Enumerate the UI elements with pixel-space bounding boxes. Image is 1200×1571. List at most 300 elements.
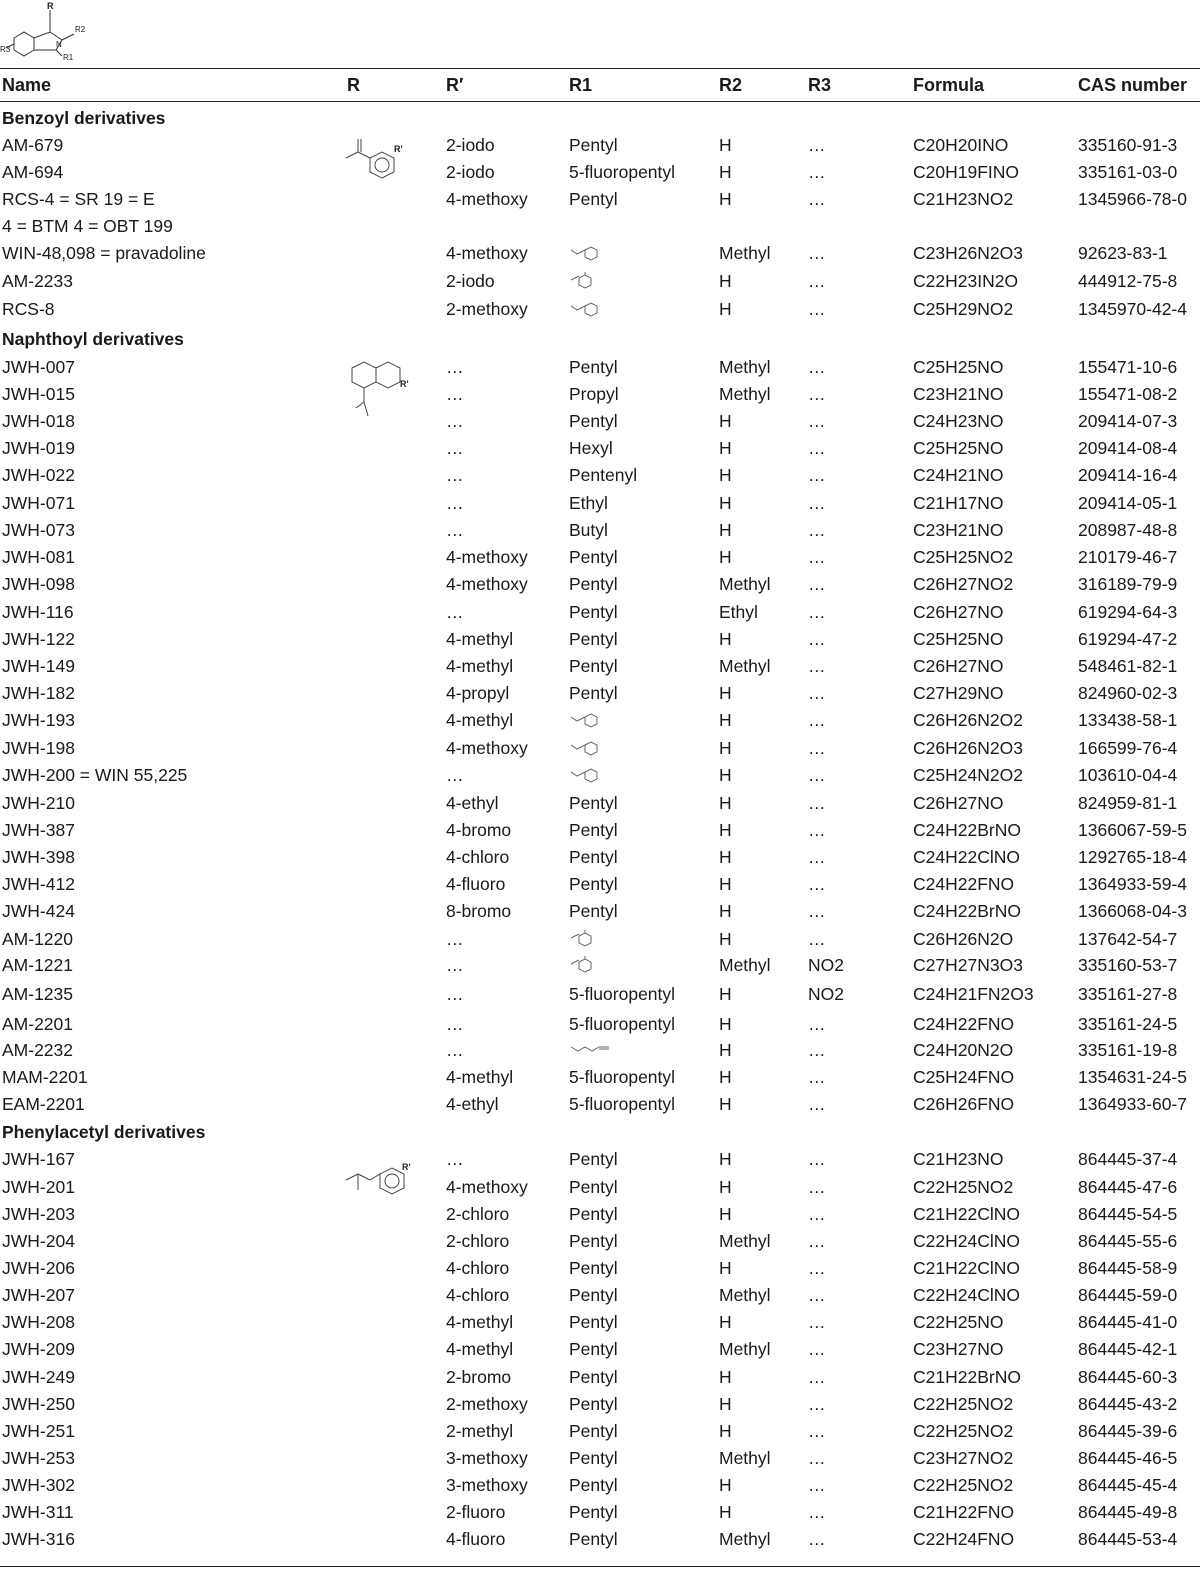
cell-r1: Pentyl [569, 1258, 618, 1278]
cell-name: JWH-424 [2, 901, 75, 921]
cell-r1: Pentyl [569, 1502, 618, 1522]
methylpiperidinyl-r1-structure [569, 272, 629, 292]
cell-r-prime: 2-bromo [446, 1367, 512, 1387]
cell-r3: … [808, 901, 826, 921]
cell-r-prime: 4-methoxy [446, 547, 528, 567]
cell-r-prime: … [446, 493, 464, 513]
cell-r-prime: 2-iodo [446, 135, 495, 155]
cell-name: JWH-019 [2, 438, 75, 458]
cell-r1: Pentyl [569, 1204, 618, 1224]
cell-r1: 5-fluoropentyl [569, 162, 676, 182]
table-row [0, 490, 1200, 517]
cell-r1: Pentenyl [569, 465, 638, 485]
cell-cas-number: 824960-02-3 [1078, 683, 1178, 703]
header-r1: R1 [569, 75, 593, 95]
cell-r2: Methyl [719, 1529, 771, 1549]
cell-r3: … [808, 1204, 826, 1224]
cell-r-prime: … [446, 1014, 464, 1034]
table-row [0, 571, 1200, 598]
cell-r1: 5-fluoropentyl [569, 984, 676, 1004]
scaffold-r1-label: R1 [63, 53, 74, 62]
header-r: R [347, 75, 360, 95]
cell-name: JWH-251 [2, 1421, 75, 1441]
cell-r2: H [719, 1014, 732, 1034]
morpholinoethyl-r1-structure [569, 739, 629, 759]
benzoyl-r-prime-label: R' [394, 144, 403, 154]
cell-r3: … [808, 1014, 826, 1034]
cell-cas-number: 619294-64-3 [1078, 602, 1178, 622]
cell-name: JWH-204 [2, 1231, 75, 1251]
cyclohexylethyl-r1-structure [569, 300, 629, 320]
cell-formula: C23H21NO [913, 384, 1004, 404]
cell-cas-number: 1292765-18-4 [1078, 847, 1187, 867]
header-cas-number: CAS number [1078, 75, 1188, 95]
cell-r2: H [719, 438, 732, 458]
cell-formula: C21H22FNO [913, 1502, 1015, 1522]
cell-cas-number: 103610-04-4 [1078, 765, 1178, 785]
cell-r1: Butyl [569, 520, 608, 540]
cell-name: AM-1220 [2, 929, 74, 949]
cell-r2: Methyl [719, 243, 771, 263]
cell-cas-number: 133438-58-1 [1078, 710, 1178, 730]
cell-cas-number: 208987-48-8 [1078, 520, 1178, 540]
cell-r3: … [808, 738, 826, 758]
cell-r2: H [719, 299, 732, 319]
cell-r1: Pentyl [569, 574, 618, 594]
cell-formula: C26H26N2O2 [913, 710, 1023, 730]
cell-cas-number: 155471-10-6 [1078, 357, 1178, 377]
cell-r2: H [719, 1149, 732, 1169]
table-row [0, 1201, 1200, 1228]
cell-cas-number: 1366067-59-5 [1078, 820, 1187, 840]
cell-formula: C24H21FN2O3 [913, 984, 1034, 1004]
cell-cas-number: 1364933-60-7 [1078, 1094, 1187, 1114]
cell-cas-number: 166599-76-4 [1078, 738, 1178, 758]
table-row [0, 1309, 1200, 1336]
cell-r2: Methyl [719, 656, 771, 676]
cell-r2: H [719, 929, 732, 949]
cell-name: JWH-081 [2, 547, 75, 567]
cell-name: JWH-253 [2, 1448, 75, 1468]
cell-r2: H [719, 1394, 732, 1414]
cell-r2: Methyl [719, 955, 771, 975]
cell-name: JWH-022 [2, 465, 75, 485]
cell-formula: C21H23NO [913, 1149, 1004, 1169]
table-row [0, 1499, 1200, 1526]
cell-r-prime: … [446, 929, 464, 949]
cell-r-prime: 4-methyl [446, 1339, 514, 1359]
methylpiperidinyl-r1-structure [569, 956, 629, 976]
cell-r1: Pentyl [569, 1312, 618, 1332]
cell-cas-number: 444912-75-8 [1078, 271, 1178, 291]
cell-r1: Pentyl [569, 629, 618, 649]
cell-r-prime: 2-chloro [446, 1204, 510, 1224]
cell-r2: H [719, 984, 732, 1004]
cell-r-prime: 4-fluoro [446, 1529, 506, 1549]
table-row [0, 462, 1200, 489]
cell-cas-number: 1345970-42-4 [1078, 299, 1187, 319]
table-row [0, 408, 1200, 435]
cell-r3: NO2 [808, 955, 844, 975]
cell-r-prime: … [446, 984, 464, 1004]
table-row [0, 981, 1200, 1008]
cell-name: JWH-207 [2, 1285, 75, 1305]
cell-r3: … [808, 1067, 826, 1087]
cell-r-prime: 4-methoxy [446, 574, 528, 594]
table-row [0, 735, 1200, 762]
cell-r-prime: 4-ethyl [446, 793, 499, 813]
table-row [0, 544, 1200, 571]
table-row [0, 1174, 1200, 1201]
cell-formula: C24H22BrNO [913, 901, 1021, 921]
cell-name: EAM-2201 [2, 1094, 85, 1114]
cell-r1: Pentyl [569, 411, 618, 431]
cell-name: JWH-015 [2, 384, 75, 404]
cell-formula: C23H21NO [913, 520, 1004, 540]
cell-r2: Methyl [719, 574, 771, 594]
cell-formula: C23H27NO2 [913, 1448, 1014, 1468]
cell-r1: Pentyl [569, 656, 618, 676]
cell-r-prime: 4-chloro [446, 847, 510, 867]
cell-cas-number: 1345966-78-0 [1078, 189, 1187, 209]
cell-cas-number: 335161-24-5 [1078, 1014, 1178, 1034]
cell-r2: H [719, 738, 732, 758]
scaffold-n-label: N [56, 40, 62, 49]
table-row [0, 1011, 1200, 1038]
cell-r3: … [808, 765, 826, 785]
cell-r3: … [808, 1040, 826, 1060]
cell-r1: Pentyl [569, 1177, 618, 1197]
section-header-row [0, 1119, 1200, 1146]
cell-r1: Pentyl [569, 683, 618, 703]
cell-r3: … [808, 465, 826, 485]
cell-formula: C22H25NO2 [913, 1394, 1014, 1414]
cell-formula: C26H27NO [913, 793, 1004, 813]
cell-name: MAM-2201 [2, 1067, 88, 1087]
cell-cas-number: 1366068-04-3 [1078, 901, 1187, 921]
table-row [0, 381, 1200, 408]
table-row [0, 926, 1200, 953]
cell-r3: … [808, 710, 826, 730]
morpholinoethyl-r1-structure [569, 244, 629, 264]
cell-r2: H [719, 874, 732, 894]
scaffold-r2-label: R2 [75, 25, 86, 34]
cell-name: JWH-122 [2, 629, 75, 649]
cell-r-prime: 3-methoxy [446, 1475, 528, 1495]
cell-cas-number: 864445-45-4 [1078, 1475, 1178, 1495]
section-header-row [0, 326, 1200, 353]
table-row [0, 817, 1200, 844]
table-row [0, 762, 1200, 789]
cell-name: RCS-4 = SR 19 = E [2, 189, 155, 209]
cell-cas-number: 210179-46-7 [1078, 547, 1178, 567]
cell-r-prime: … [446, 465, 464, 485]
cell-name: JWH-203 [2, 1204, 75, 1224]
table-row [0, 435, 1200, 462]
cell-cas-number: 824959-81-1 [1078, 793, 1178, 813]
cell-r1: Pentyl [569, 847, 618, 867]
cell-cas-number: 864445-54-5 [1078, 1204, 1178, 1224]
cell-name: AM-2201 [2, 1014, 74, 1034]
cell-name: JWH-098 [2, 574, 75, 594]
cell-r3: … [808, 1177, 826, 1197]
cell-r3: … [808, 1312, 826, 1332]
cell-formula: C22H25NO2 [913, 1475, 1014, 1495]
table-row [0, 1526, 1200, 1553]
header-r2: R2 [719, 75, 743, 95]
table-row [0, 1282, 1200, 1309]
cell-cas-number: 335161-03-0 [1078, 162, 1178, 182]
cell-r-prime: 2-methoxy [446, 1394, 528, 1414]
cell-r3: … [808, 162, 826, 182]
cell-r2: Methyl [719, 1285, 771, 1305]
cell-r1: Pentyl [569, 135, 618, 155]
cell-r2: Methyl [719, 384, 771, 404]
table-row [0, 1391, 1200, 1418]
cell-formula: C23H26N2O3 [913, 243, 1023, 263]
cell-r3: … [808, 520, 826, 540]
cell-name: JWH-007 [2, 357, 75, 377]
cell-r2: H [719, 1067, 732, 1087]
cell-r-prime: 4-propyl [446, 683, 510, 703]
cell-r1: Pentyl [569, 1231, 618, 1251]
table-row [0, 213, 1200, 240]
cell-r2: H [719, 1094, 732, 1114]
cell-formula: C24H22BrNO [913, 820, 1021, 840]
table-row [0, 707, 1200, 734]
cell-r3: … [808, 1149, 826, 1169]
cell-r3: … [808, 1421, 826, 1441]
cell-r-prime: 4-bromo [446, 820, 512, 840]
cell-formula: C27H29NO [913, 683, 1004, 703]
cell-name: AM-694 [2, 162, 64, 182]
cell-r3: … [808, 299, 826, 319]
cell-cas-number: 335160-91-3 [1078, 135, 1178, 155]
table-row [0, 844, 1200, 871]
cell-name: JWH-250 [2, 1394, 75, 1414]
cell-r-prime: 4-fluoro [446, 874, 506, 894]
cell-formula: C22H24FNO [913, 1529, 1015, 1549]
morpholinoethyl-r1-structure [569, 766, 629, 786]
cell-name: JWH-198 [2, 738, 75, 758]
cell-formula: C25H25NO [913, 629, 1004, 649]
section-title: Phenylacetyl derivatives [2, 1122, 206, 1142]
cell-cas-number: 864445-49-8 [1078, 1502, 1178, 1522]
cell-r3: … [808, 547, 826, 567]
cell-r1: Pentyl [569, 1394, 618, 1414]
cell-r-prime: 4-chloro [446, 1258, 510, 1278]
cell-name: JWH-182 [2, 683, 75, 703]
cell-formula: C21H22ClNO [913, 1258, 1020, 1278]
cell-formula: C22H25NO [913, 1312, 1004, 1332]
cell-name: JWH-208 [2, 1312, 75, 1332]
scaffold-r-label: R [47, 1, 54, 11]
cell-formula: C24H22FNO [913, 874, 1015, 894]
cell-r3: … [808, 1285, 826, 1305]
cell-cas-number: 209414-07-3 [1078, 411, 1178, 431]
section-title: Naphthoyl derivatives [2, 329, 184, 349]
cell-formula: C25H25NO [913, 357, 1004, 377]
cell-r-prime: 4-methyl [446, 1312, 514, 1332]
cell-cas-number: 864445-39-6 [1078, 1421, 1178, 1441]
cell-cas-number: 864445-43-2 [1078, 1394, 1178, 1414]
cell-r-prime: 2-methoxy [446, 299, 528, 319]
cell-formula: C22H25NO2 [913, 1177, 1014, 1197]
section-title: Benzoyl derivatives [2, 108, 166, 128]
cell-formula: C20H20INO [913, 135, 1009, 155]
table-row [0, 354, 1200, 381]
cell-r3: … [808, 411, 826, 431]
cell-r3: … [808, 683, 826, 703]
cell-r2: H [719, 820, 732, 840]
cell-r3: … [808, 1231, 826, 1251]
cell-r-prime: … [446, 955, 464, 975]
table-top-rule [0, 68, 1200, 69]
cell-formula: C25H25NO [913, 438, 1004, 458]
cell-r2: H [719, 765, 732, 785]
header-formula: Formula [913, 75, 985, 95]
table-row [0, 1255, 1200, 1282]
cell-r3: … [808, 1367, 826, 1387]
cell-cas-number: 619294-47-2 [1078, 629, 1178, 649]
cell-formula: C21H22ClNO [913, 1204, 1020, 1224]
cell-r2: H [719, 710, 732, 730]
cell-r-prime: 4-methoxy [446, 738, 528, 758]
table-row [0, 240, 1200, 267]
cell-r3: … [808, 820, 826, 840]
cell-name: JWH-149 [2, 656, 75, 676]
naphthoyl-structure [344, 358, 414, 428]
table-row [0, 1336, 1200, 1363]
cell-name: AM-2232 [2, 1040, 74, 1060]
indole-scaffold-structure [0, 0, 110, 64]
cell-r2: H [719, 1040, 732, 1060]
cell-r-prime: 4-methyl [446, 1067, 514, 1087]
cell-r1: Propyl [569, 384, 619, 404]
cell-formula: C21H17NO [913, 493, 1004, 513]
cell-r1: Pentyl [569, 1421, 618, 1441]
cell-r1: Pentyl [569, 1339, 618, 1359]
header-r-prime: R′ [446, 75, 464, 95]
cell-formula: C24H20N2O [913, 1040, 1014, 1060]
cell-r-prime: 2-fluoro [446, 1502, 506, 1522]
cell-r1: Pentyl [569, 547, 618, 567]
cell-r3: … [808, 574, 826, 594]
cell-r3: … [808, 243, 826, 263]
cell-r-prime: 4-methoxy [446, 243, 528, 263]
cell-cas-number: 864445-59-0 [1078, 1285, 1178, 1305]
cell-formula: C25H29NO2 [913, 299, 1014, 319]
cell-formula: C26H27NO [913, 656, 1004, 676]
cell-r-prime: … [446, 765, 464, 785]
table-row [0, 898, 1200, 925]
cell-name: JWH-412 [2, 874, 75, 894]
cell-r3: … [808, 1448, 826, 1468]
table-row [0, 599, 1200, 626]
cell-r1: Pentyl [569, 901, 618, 921]
cell-r2: H [719, 847, 732, 867]
cell-r1: Pentyl [569, 189, 618, 209]
cell-name: JWH-201 [2, 1177, 75, 1197]
cell-cas-number: 316189-79-9 [1078, 574, 1178, 594]
cell-formula: C24H21NO [913, 465, 1004, 485]
cell-r3: … [808, 1094, 826, 1114]
cell-r1: Pentyl [569, 1529, 618, 1549]
table-row [0, 680, 1200, 707]
cell-r3: … [808, 629, 826, 649]
phenylacetyl-structure [342, 1160, 414, 1206]
cell-r-prime: … [446, 438, 464, 458]
phenylacetyl-r-prime-label: R' [402, 1162, 411, 1172]
cell-r2: H [719, 493, 732, 513]
cell-r3: … [808, 1529, 826, 1549]
cell-cas-number: 209414-08-4 [1078, 438, 1178, 458]
cell-r-prime: … [446, 411, 464, 431]
cell-r2: H [719, 465, 732, 485]
cell-formula: C26H26N2O3 [913, 738, 1023, 758]
cell-cas-number: 155471-08-2 [1078, 384, 1178, 404]
cell-r2: H [719, 135, 732, 155]
cell-r2: H [719, 162, 732, 182]
cell-name: AM-1235 [2, 984, 74, 1004]
cell-cas-number: 864445-46-5 [1078, 1448, 1178, 1468]
table-row [0, 132, 1200, 159]
cell-r-prime: 4-methoxy [446, 1177, 528, 1197]
cell-r1: Pentyl [569, 820, 618, 840]
methylpiperidinyl-r1-structure [569, 930, 629, 950]
cell-name: AM-679 [2, 135, 64, 155]
cell-name: 4 = BTM 4 = OBT 199 [2, 216, 173, 236]
cell-r3: … [808, 1394, 826, 1414]
table-row [0, 296, 1200, 323]
table-bottom-rule [0, 1566, 1200, 1567]
cell-name: WIN-48,098 = pravadoline [2, 243, 206, 263]
morpholinoethyl-r1-structure [569, 711, 629, 731]
cell-r2: H [719, 629, 732, 649]
cell-name: JWH-018 [2, 411, 75, 431]
table-row [0, 1146, 1200, 1173]
cell-r3: … [808, 656, 826, 676]
cell-r3: … [808, 1475, 826, 1495]
table-row [0, 1228, 1200, 1255]
cell-name: JWH-210 [2, 793, 75, 813]
cell-formula: C24H22ClNO [913, 847, 1020, 867]
cell-formula: C25H24FNO [913, 1067, 1015, 1087]
cell-name: JWH-316 [2, 1529, 75, 1549]
cell-r1: Pentyl [569, 1475, 618, 1495]
cell-r2: H [719, 1258, 732, 1278]
cell-r1: Hexyl [569, 438, 613, 458]
cell-r3: … [808, 1339, 826, 1359]
cell-r2: Methyl [719, 1448, 771, 1468]
naphthoyl-r-prime-label: R' [400, 379, 409, 389]
cell-r2: H [719, 189, 732, 209]
scaffold-r3-label: R3 [0, 45, 11, 54]
cell-r1: Ethyl [569, 493, 608, 513]
cell-r-prime: 4-ethyl [446, 1094, 499, 1114]
cell-r-prime: … [446, 357, 464, 377]
table-row [0, 1037, 1200, 1064]
cell-name: JWH-073 [2, 520, 75, 540]
cell-r3: … [808, 1502, 826, 1522]
cyanobutyl-r1-structure [569, 1041, 629, 1061]
cell-r-prime: … [446, 384, 464, 404]
cell-formula: C26H26FNO [913, 1094, 1015, 1114]
cell-r3: … [808, 189, 826, 209]
cell-r2: H [719, 1177, 732, 1197]
cell-r1: 5-fluoropentyl [569, 1067, 676, 1087]
cell-r-prime: 4-methyl [446, 710, 514, 730]
